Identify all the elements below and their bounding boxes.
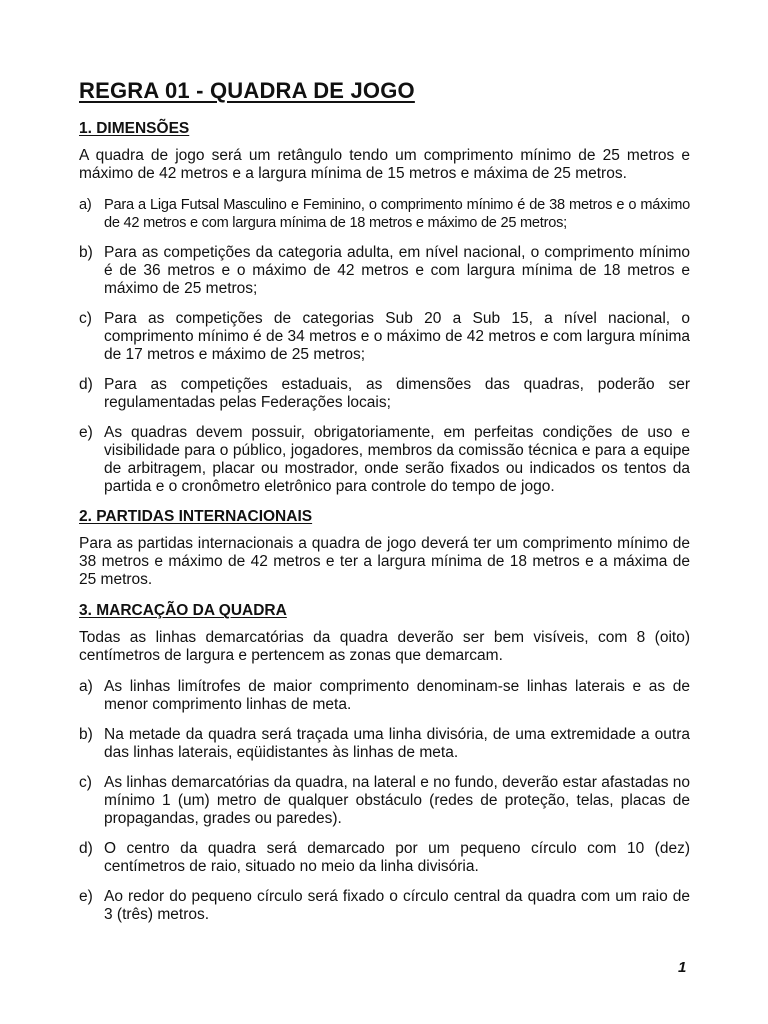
dimensoes-list [79,196,690,496]
section-heading-partidas-internacionais: 2. PARTIDAS INTERNACIONAIS [79,508,313,525]
section-heading-marcacao: 3. MARCAÇÃO DA QUADRA [79,602,287,619]
list-item-text: As quadras devem possuir, obrigatoriamente, em perfeitas condições de uso e visibilidade para o público, jogadores, membros da comissão técnica e para a equipe de arbitragem, placar ou mostrador, onde serão fixados ou indicados os tentos da partida e o cronômetro eletrônico para controle do tempo de jogo. [104,424,690,495]
list-item-text: Para as competições da categoria adulta, em nível nacional, o comprimento mínimo é de 36 metros e o máximo de 42 metros e com largura mínima de 18 metros e máximo de 25 metros; [104,244,690,297]
list-marker: e) [79,888,93,905]
document-page [79,78,690,936]
list-item [79,310,690,364]
marcacao-list [79,678,690,924]
list-item-text: Para as competições estaduais, as dimensões das quadras, poderão ser regulamentadas pelas Federações locais; [104,376,690,411]
list-item [79,678,690,714]
list-item [79,774,690,828]
list-item [79,376,690,412]
list-item-text: As linhas demarcatórias da quadra, na lateral e no fundo, deverão estar afastadas no mínimo 1 (um) metro de qualquer obstáculo (redes de proteção, telas, placas de propagandas, grades ou paredes). [104,774,690,827]
list-item [79,244,690,298]
page-title: REGRA 01 - QUADRA DE JOGO [79,78,415,103]
list-item [79,888,690,924]
list-item [79,726,690,762]
section-marcacao-intro: Todas as linhas demarcatórias da quadra deverão ser bem visíveis, com 8 (oito) centímetros de largura e pertencem as zonas que demarcam. [79,629,690,664]
section-partidas-intro: Para as partidas internacionais a quadra de jogo deverá ter um comprimento mínimo de 38 metros e máximo de 42 metros e ter a largura mínima de 18 metros e a máxima de 25 metros. [79,535,690,588]
list-marker: b) [79,726,93,743]
list-marker: a) [79,678,93,695]
list-item-text: As linhas limítrofes de maior comprimento denominam-se linhas laterais e as de menor comprimento linhas de meta. [104,678,690,713]
list-marker: d) [79,376,93,393]
section-heading-dimensoes: 1. DIMENSÕES [79,120,190,137]
list-marker: c) [79,310,92,327]
list-item [79,424,690,496]
list-item-text: O centro da quadra será demarcado por um pequeno círculo com 10 (dez) centímetros de raio, situado no meio da linha divisória. [104,840,690,875]
list-item [79,196,690,232]
list-item-text: Na metade da quadra será traçada uma linha divisória, de uma extremidade a outra das linhas laterais, eqüidistantes às linhas de meta. [104,726,690,761]
list-marker: c) [79,774,92,791]
list-marker: d) [79,840,93,857]
list-marker: a) [79,197,92,213]
list-item-text: Ao redor do pequeno círculo será fixado o círculo central da quadra com um raio de 3 (três) metros. [104,888,690,923]
list-item-text: Para as competições de categorias Sub 20 a Sub 15, a nível nacional, o comprimento mínimo é de 34 metros e o máximo de 42 metros e com largura mínima de 17 metros e máximo de 25 metros; [104,310,690,363]
list-marker: e) [79,424,93,441]
list-marker: b) [79,244,93,261]
page-number: 1 [678,959,687,976]
section-dimensoes-intro: A quadra de jogo será um retângulo tendo um comprimento mínimo de 25 metros e máximo de 42 metros e a largura mínima de 15 metros e máxima de 25 metros. [79,147,690,182]
list-item-text: Para a Liga Futsal Masculino e Feminino, o comprimento mínimo é de 38 metros e o máximo de 42 metros e com largura mínima de 18 metros e máximo de 25 metros; [104,197,690,231]
list-item [79,840,690,876]
